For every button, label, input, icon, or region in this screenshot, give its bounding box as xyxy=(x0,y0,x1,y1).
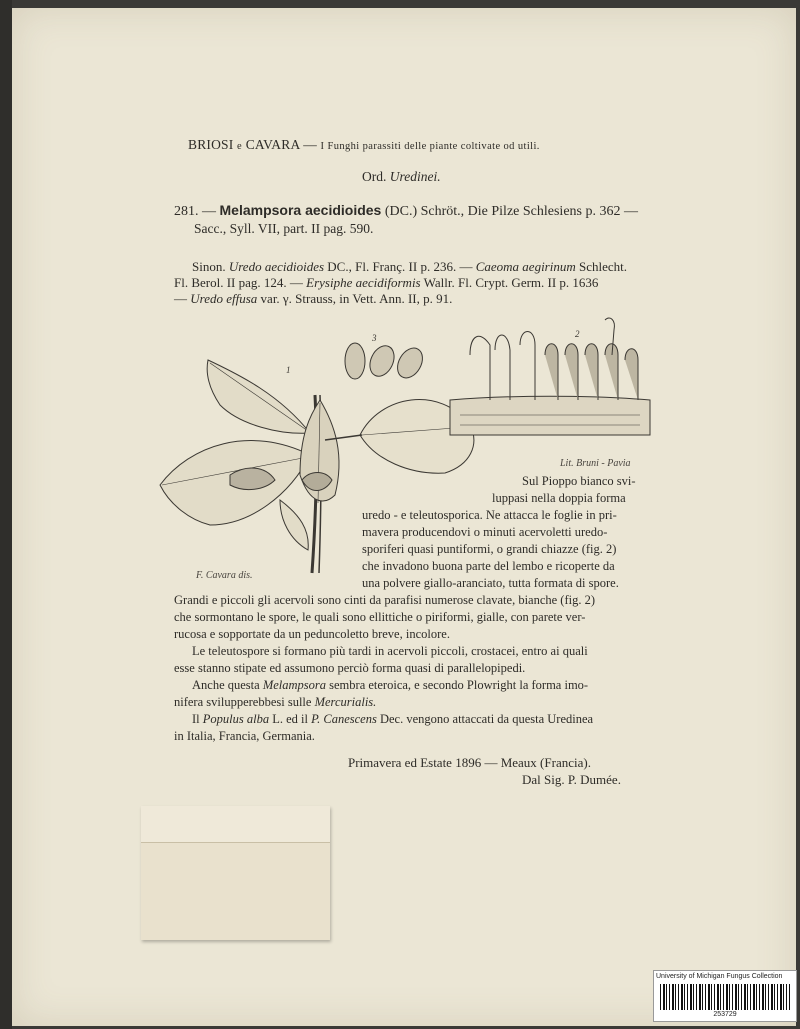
institution-name: University of Michigan Fungus Collection xyxy=(656,973,783,980)
collector: Dal Sig. P. Dumée. xyxy=(522,772,621,787)
illustrator-signature: F. Cavara dis. xyxy=(196,570,253,581)
author-conjunction: e xyxy=(237,141,243,152)
body-line: che invadono buona parte del lembo e ricoperte da xyxy=(362,559,615,573)
body-line: esse stanno stipate ed assumono perciò forma quasi di parallelopipedi. xyxy=(174,661,526,675)
author-cavara: CAVARA xyxy=(245,137,300,152)
barcode-label xyxy=(653,970,797,1022)
species-authority: (DC.) Schröt., Die Pilze Schlesiens p. 362 — xyxy=(384,204,638,219)
body-line: Il Populus alba L. ed il P. Canescens Dec. vengono attaccati da questa Uredinea xyxy=(192,712,594,726)
body-line: Anche questa Melampsora sembra eteroica, e secondo Plowright la forma imo- xyxy=(192,678,589,692)
figure-number-1: 1 xyxy=(286,365,291,375)
species-reference: Sacc., Syll. VII, part. II pag. 590. xyxy=(194,221,374,236)
header-dash: — xyxy=(303,137,317,152)
body-line: Grandi e piccoli gli acervoli sono cinti da parafisi numerose clavate, bianche (fig. 2) xyxy=(174,593,596,607)
synonym-line-2: Fl. Berol. II pag. 124. — Erysiphe aecidiformis Wallr. Fl. Crypt. Germ. II p. 1636 xyxy=(174,275,599,290)
synonym-line-1: Sinon. Uredo aecidioides DC., Fl. Franç. II p. 236. — Caeoma aegirinum Schlecht. xyxy=(192,259,628,274)
lithographer-signature: Lit. Bruni - Pavia xyxy=(560,458,631,469)
scan-edge xyxy=(0,0,12,1029)
body-line: nifera svilupperebbesi sulle Mercurialis. xyxy=(174,695,377,709)
body-line: Le teleutospore si formano più tardi in acervoli piccoli, crostacei, entro ai quali xyxy=(192,644,588,658)
body-line: che sormontano le spore, le quali sono ellittiche o piriformi, gialle, con parete ver- xyxy=(174,610,586,624)
body-line: una polvere giallo-aranciato, tutta formata di spore. xyxy=(362,576,619,590)
body-line: Sul Pioppo bianco svi- xyxy=(522,474,636,488)
order-label: Ord. xyxy=(362,169,387,184)
species-number: 281. — xyxy=(174,204,216,219)
series-header xyxy=(188,136,540,155)
collection-date-place: Primavera ed Estate 1896 — Meaux (Francia). xyxy=(348,755,591,770)
barcode xyxy=(660,984,790,1010)
species-name: Melampsora aecidioides xyxy=(219,202,382,218)
species-line xyxy=(174,202,638,220)
author-briosi: BRIOSI xyxy=(188,137,234,152)
order-line xyxy=(362,168,441,185)
body-line: mavera producendovi o minuti acervoletti uredo- xyxy=(362,525,608,539)
body-line: rucosa e sopportate da un peduncoletto breve, incolore. xyxy=(174,627,450,641)
synonym-line-3: — Uredo effusa var. γ. Strauss, in Vett. Ann. II, p. 91. xyxy=(174,291,453,306)
specimen-packet[interactable] xyxy=(141,806,330,940)
packet-flap[interactable] xyxy=(141,806,330,843)
body-line: luppasi nella doppia forma xyxy=(492,491,626,505)
barcode-number: 253729 xyxy=(713,1011,737,1018)
body-line: sporiferi quasi puntiformi, o grandi chiazze (fig. 2) xyxy=(362,542,617,556)
figure-number-2: 2 xyxy=(575,329,580,339)
body-line: uredo - e teleutosporica. Ne attacca le foglie in pri- xyxy=(362,508,617,522)
body-line: in Italia, Francia, Germania. xyxy=(174,729,315,743)
order-name: Uredinei. xyxy=(389,169,441,184)
figure-number-3: 3 xyxy=(372,333,377,343)
series-title: I Funghi parassiti delle piante coltivate od utili. xyxy=(320,141,540,152)
